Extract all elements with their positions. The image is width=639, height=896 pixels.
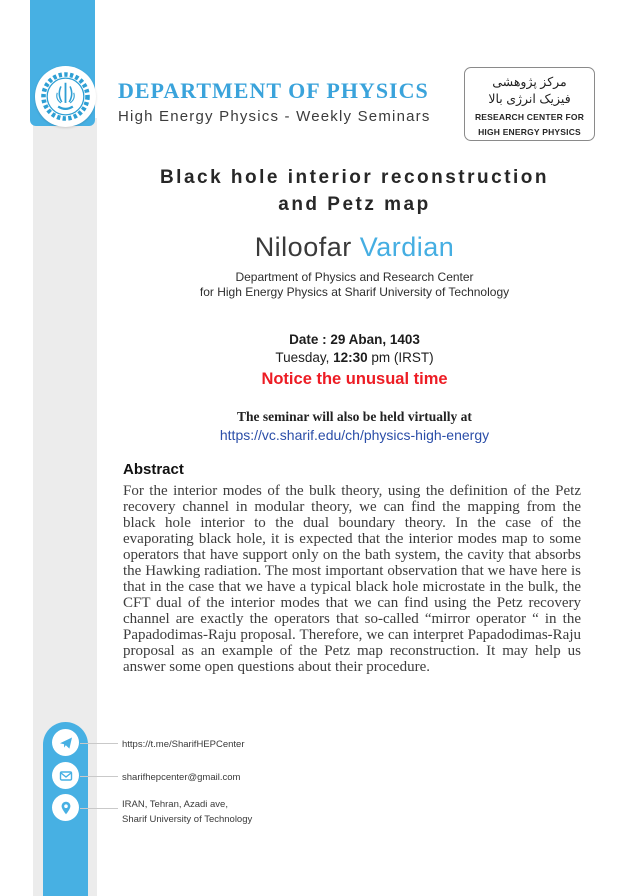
affiliation-line1: Department of Physics and Research Center (235, 270, 474, 284)
abstract-section (123, 461, 581, 675)
seminar-time (95, 349, 614, 367)
telegram-link (122, 739, 245, 750)
sharif-university-logo (35, 66, 96, 127)
abstract-heading: Abstract (123, 461, 184, 478)
email-icon (52, 762, 79, 789)
research-center-persian-line1: مرکز پژوهشی (492, 75, 567, 89)
seminar-title-line2: and Petz map (278, 194, 431, 215)
location-pin-icon (52, 794, 79, 821)
affiliation-line2: for High Energy Physics at Sharif University of Technology (199, 285, 510, 299)
time-zone: pm (IRST) (367, 350, 434, 365)
address-line1: IRAN, Tehran, Azadi ave, (122, 799, 228, 810)
time-day: Tuesday, (275, 350, 334, 365)
research-center-box (464, 67, 595, 141)
virtual-block (95, 408, 614, 445)
email-url[interactable]: sharifhepcenter@gmail.com (122, 772, 241, 783)
postal-address (122, 797, 252, 827)
telegram-url[interactable]: https://t.me/SharifHEPCenter (122, 739, 245, 750)
address-line2: Sharif University of Technology (122, 814, 253, 825)
email-connector-line (80, 776, 118, 777)
seminar-date: Date : 29 Aban, 1403 (289, 332, 420, 347)
sharif-seal-icon (38, 69, 93, 124)
seminar-title-line1: Black hole interior reconstruction (159, 167, 550, 188)
speaker-first-name: Niloofar (254, 232, 352, 262)
seminar-title (95, 164, 614, 218)
time-hour: 12:30 (333, 350, 368, 365)
speaker-last-name: Vardian (359, 232, 455, 262)
date-block (95, 331, 614, 390)
address-connector-line (80, 808, 118, 809)
department-title: DEPARTMENT OF PHYSICS (118, 78, 429, 103)
virtual-note: The seminar will also be held virtually at (237, 409, 472, 424)
telegram-icon (52, 729, 79, 756)
speaker-affiliation (95, 270, 614, 300)
research-center-persian-line2: فیزیک انرژی بالا (488, 91, 571, 106)
research-center-english-line2: HIGH ENERGY PHYSICS (478, 127, 581, 138)
telegram-connector-line (80, 743, 118, 744)
speaker-name (95, 232, 614, 263)
seminar-series-subtitle: High Energy Physics - Weekly Seminars (118, 108, 431, 125)
virtual-meeting-link[interactable]: https://vc.sharif.edu/ch/physics-high-energy (219, 427, 490, 443)
research-center-english-line1: RESEARCH CENTER FOR (474, 111, 585, 122)
unusual-time-notice: Notice the unusual time (261, 370, 448, 388)
email-address (122, 772, 240, 783)
abstract-body: For the interior modes of the bulk theory, using the definition of the Petz recovery channel in modular theory, we can find the mapping from the black hole interior to the dual boundary theory. In the case of the evaporating black hole, it is expected that the interior modes map to some operators that have support only on the bath system, the cavity that absorbs the Hawking radiation. The most important observation that we have here is that in the case that we have a typical black hole microstate in the bulk, the CFT dual of the interior modes that we can find using the Petz recovery channel are exactly the operators that so-called “mirror operator “ in the Papadodimas-Raju proposal. Therefore, we can interpret Papadodimas-Raju proposal as an example of the Petz map reconstruction. It may help us answer some open questions about their procedure. (123, 483, 581, 675)
